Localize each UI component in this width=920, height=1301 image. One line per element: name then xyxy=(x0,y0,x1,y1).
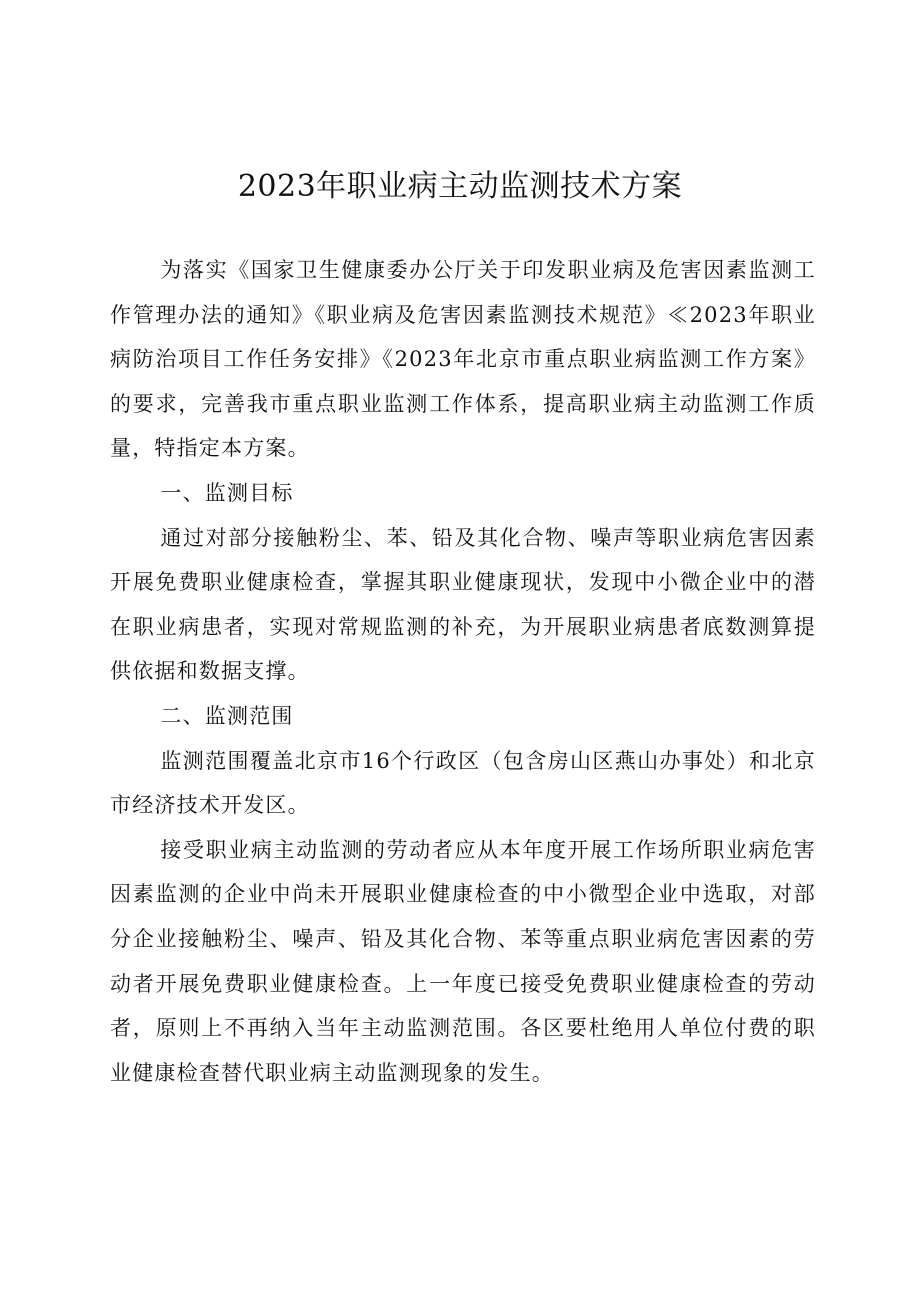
document-title: 2023年职业病主动监测技术方案 xyxy=(237,169,683,204)
section-heading-scope: 二、监测范围 xyxy=(160,703,294,728)
document-body xyxy=(110,248,816,1095)
objective-paragraph: 通过对部分接触粉尘、苯、铅及其化合物、噪声等职业病危害因素开展免费职业健康检查，掌握其职业健康现状，发现中小微企业中的潜在职业病患者，实现对常规监测的补充，为开展职业病患者底数测算提供依据和数据支撑。 xyxy=(110,525,816,684)
scope-paragraph: 监测范围覆盖北京市16个行政区（包含房山区燕山办事处）和北京市经济技术开发区。 xyxy=(110,748,816,818)
intro-paragraph: 为落实《国家卫生健康委办公厅关于印发职业病及危害因素监测工作管理办法的通知》《职业病及危害因素监测技术规范》≪2023年职业病防治项目工作任务安排》《2023年北京市重点职业病监测工作方案》的要求，完善我市重点职业监测工作体系，提高职业病主动监测工作质量，特指定本方案。 xyxy=(110,258,816,461)
section-heading-objective: 一、监测目标 xyxy=(160,480,294,505)
scope-detail-paragraph: 接受职业病主动监测的劳动者应从本年度开展工作场所职业病危害因素监测的企业中尚未开展职业健康检查的中小微型企业中选取，对部分企业接触粉尘、噪声、铅及其化合物、苯等重点职业病危害因素的劳动者开展免费职业健康检查。上一年度已接受免费职业健康检查的劳动者，原则上不再纳入当年主动监测范围。各区要杜绝用人单位付费的职业健康检查替代职业病主动监测现象的发生。 xyxy=(110,837,816,1085)
